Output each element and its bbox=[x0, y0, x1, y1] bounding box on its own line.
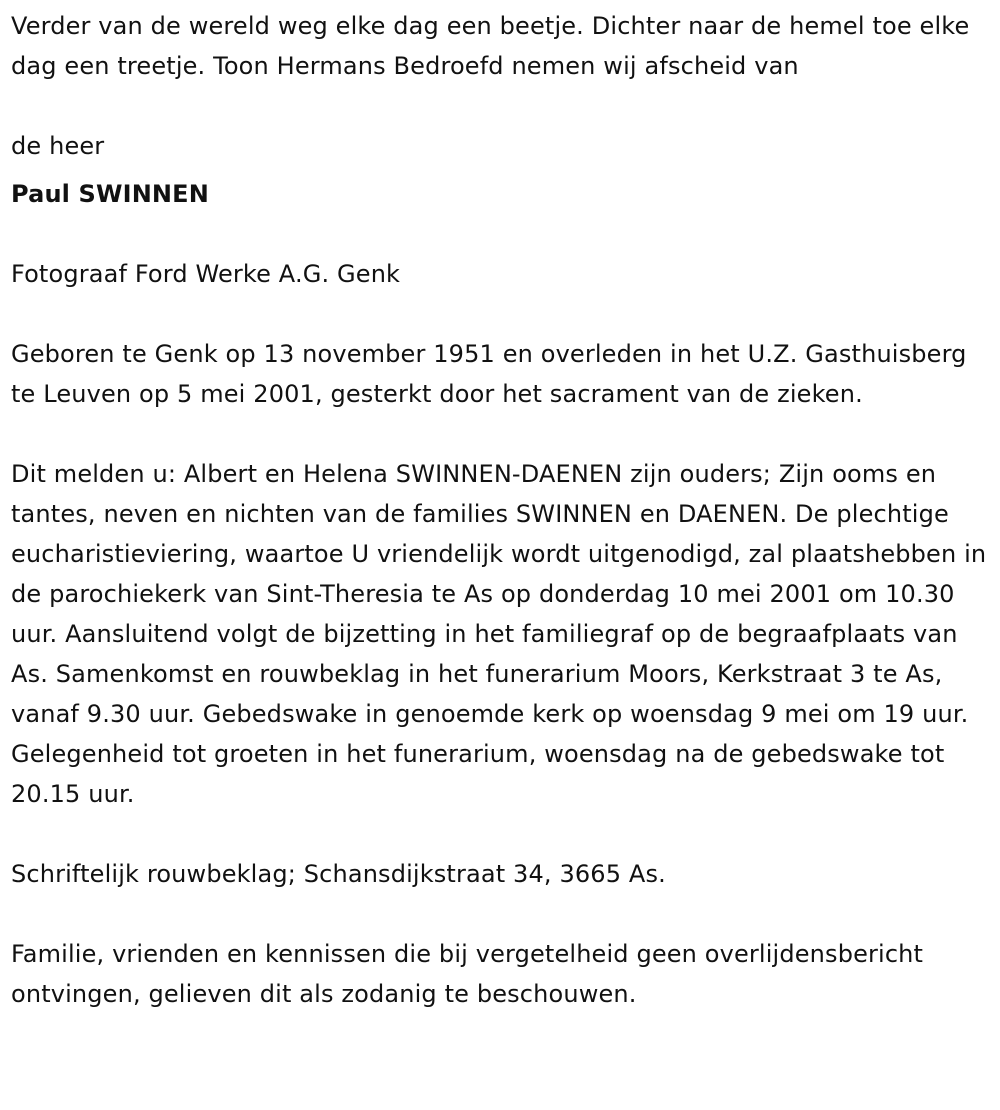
spacer bbox=[11, 414, 989, 454]
spacer bbox=[11, 894, 989, 934]
deceased-name: Paul SWINNEN bbox=[11, 180, 209, 208]
funeral-announcement: Dit melden u: Albert en Helena SWINNEN-DAENEN zijn ouders; Zijn ooms en tantes, neven en nichten van de families SWINNEN en DAENEN. De plechtige eucharistieviering, waartoe U vriendelijk wordt uitgenodigd, zal plaatshebben in de parochiekerk van Sint-Theresia te As op donderdag 10 mei 2001 om 10.30 uur. Aansluitend volgt de bijzetting in het familiegraf op de begraafplaats van As. Samenkomst en rouwbeklag in het funerarium Moors, Kerkstraat 3 te As, vanaf 9.30 uur. Gebedswake in genoemde kerk op woensdag 9 mei om 19 uur. Gelegenheid tot groeten in het funerarium, woensdag na de gebedswake tot 20.15 uur. bbox=[11, 460, 987, 808]
profession: Fotograaf Ford Werke A.G. Genk bbox=[11, 260, 401, 288]
birth-death-details: Geboren te Genk op 13 november 1951 en overleden in het U.Z. Gasthuisberg te Leuven op 5 mei 2001, gesterkt door het sacrament van de zieken. bbox=[11, 340, 967, 408]
spacer bbox=[11, 814, 989, 854]
salutation: de heer bbox=[11, 132, 105, 160]
opening-quote: Verder van de wereld weg elke dag een beetje. Dichter naar de hemel toe elke dag een treetje. Toon Hermans Bedroefd nemen wij afscheid van bbox=[11, 12, 970, 80]
spacer bbox=[11, 86, 989, 126]
condolence-address: Schriftelijk rouwbeklag; Schansdijkstraat 34, 3665 As. bbox=[11, 860, 666, 888]
spacer bbox=[11, 294, 989, 334]
closing-note: Familie, vrienden en kennissen die bij vergetelheid geen overlijdensbericht ontvingen, gelieven dit als zodanig te beschouwen. bbox=[11, 940, 924, 1008]
spacer bbox=[11, 214, 989, 254]
spacer bbox=[11, 166, 989, 174]
